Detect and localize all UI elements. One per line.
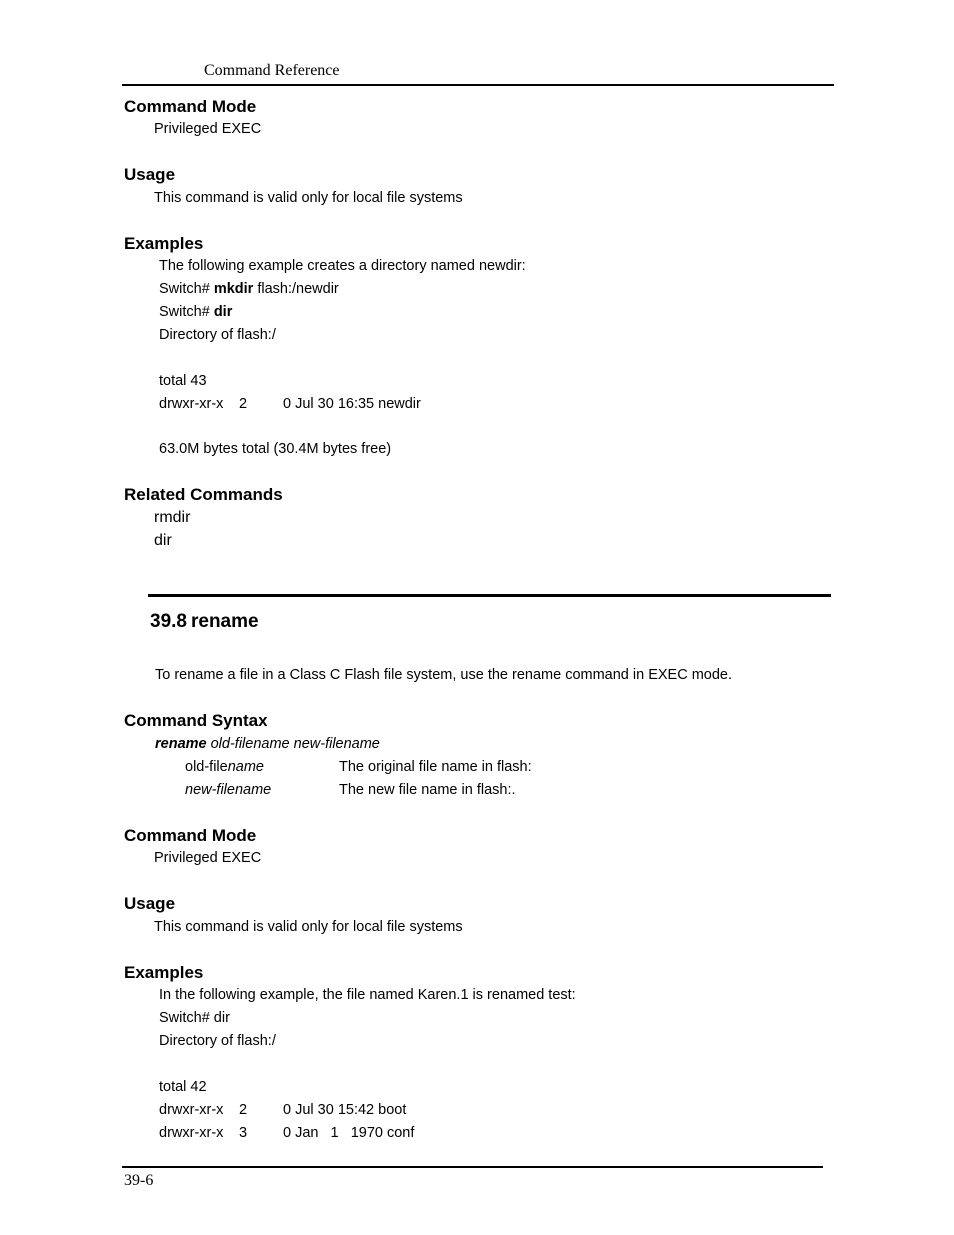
example-directory-of: Directory of flash:/: [159, 327, 276, 343]
param-name-italic: name: [227, 759, 264, 775]
usage-heading: Usage: [124, 894, 176, 913]
example-total: total 43: [159, 373, 207, 389]
example-total: total 42: [159, 1079, 207, 1095]
example-intro: The following example creates a directory named newdir:: [159, 258, 526, 274]
param-description: The original file name in flash:: [339, 759, 532, 775]
prompt: Switch#: [159, 281, 214, 297]
param-description: The new file name in flash:.: [339, 782, 516, 798]
examples-heading: Examples: [124, 963, 204, 982]
command-keyword: mkdir: [213, 281, 254, 297]
running-header: Command Reference: [204, 62, 340, 79]
command-mode-heading: Command Mode: [124, 97, 257, 116]
example-dir-line: [159, 304, 232, 320]
listing-perm: drwxr-xr-x: [159, 1125, 224, 1141]
param-name-italic: new-filename: [185, 782, 272, 798]
param-name: [185, 782, 271, 798]
listing-rest: 0 Jan 1 1970 conf: [283, 1125, 415, 1141]
syntax-line: [155, 736, 380, 752]
command-mode-text: Privileged EXEC: [154, 850, 262, 866]
command-mode-text: Privileged EXEC: [154, 121, 262, 137]
example-dir-line: Switch# dir: [159, 1010, 230, 1026]
section-name: rename: [190, 611, 259, 632]
usage-text: This command is valid only for local file systems: [154, 190, 463, 206]
examples-heading: Examples: [124, 234, 204, 253]
command-keyword: dir: [213, 304, 233, 320]
section-description: To rename a file in a Class C Flash file system, use the rename command in EXEC mode.: [155, 667, 733, 683]
listing-rest: 0 Jul 30 16:35 newdir: [283, 396, 421, 412]
example-intro: In the following example, the file named Karen.1 is renamed test:: [159, 987, 576, 1003]
listing-links: 2: [239, 396, 248, 412]
command-syntax-heading: Command Syntax: [124, 711, 268, 730]
syntax-command: rename: [155, 736, 207, 752]
command-mode-heading: Command Mode: [124, 826, 257, 845]
listing-rest: 0 Jul 30 15:42 boot: [283, 1102, 407, 1118]
listing-perm: drwxr-xr-x: [159, 396, 224, 412]
related-command-item: dir: [154, 532, 172, 549]
section-number: 39.8: [150, 611, 187, 632]
footer-rule: [122, 1166, 823, 1168]
prompt: Switch#: [159, 304, 214, 320]
usage-text: This command is valid only for local file systems: [154, 919, 463, 935]
syntax-arguments: old-filename new-filename: [206, 736, 380, 752]
param-name-plain: old-file: [185, 759, 228, 775]
page-number: 39-6: [124, 1172, 154, 1189]
example-bytes: 63.0M bytes total (30.4M bytes free): [159, 441, 392, 457]
related-commands-heading: Related Commands: [124, 485, 283, 504]
section-title: [150, 611, 259, 633]
listing-perm: drwxr-xr-x: [159, 1102, 224, 1118]
listing-links: 2: [239, 1102, 248, 1118]
example-directory-of: Directory of flash:/: [159, 1033, 276, 1049]
command-argument: flash:/newdir: [253, 281, 339, 297]
listing-links: 3: [239, 1125, 248, 1141]
header-rule: [122, 84, 834, 86]
section-rule: [148, 594, 831, 597]
usage-heading: Usage: [124, 165, 176, 184]
related-command-item: rmdir: [154, 509, 191, 526]
example-mkdir-line: [159, 281, 339, 297]
param-name: [185, 759, 264, 775]
